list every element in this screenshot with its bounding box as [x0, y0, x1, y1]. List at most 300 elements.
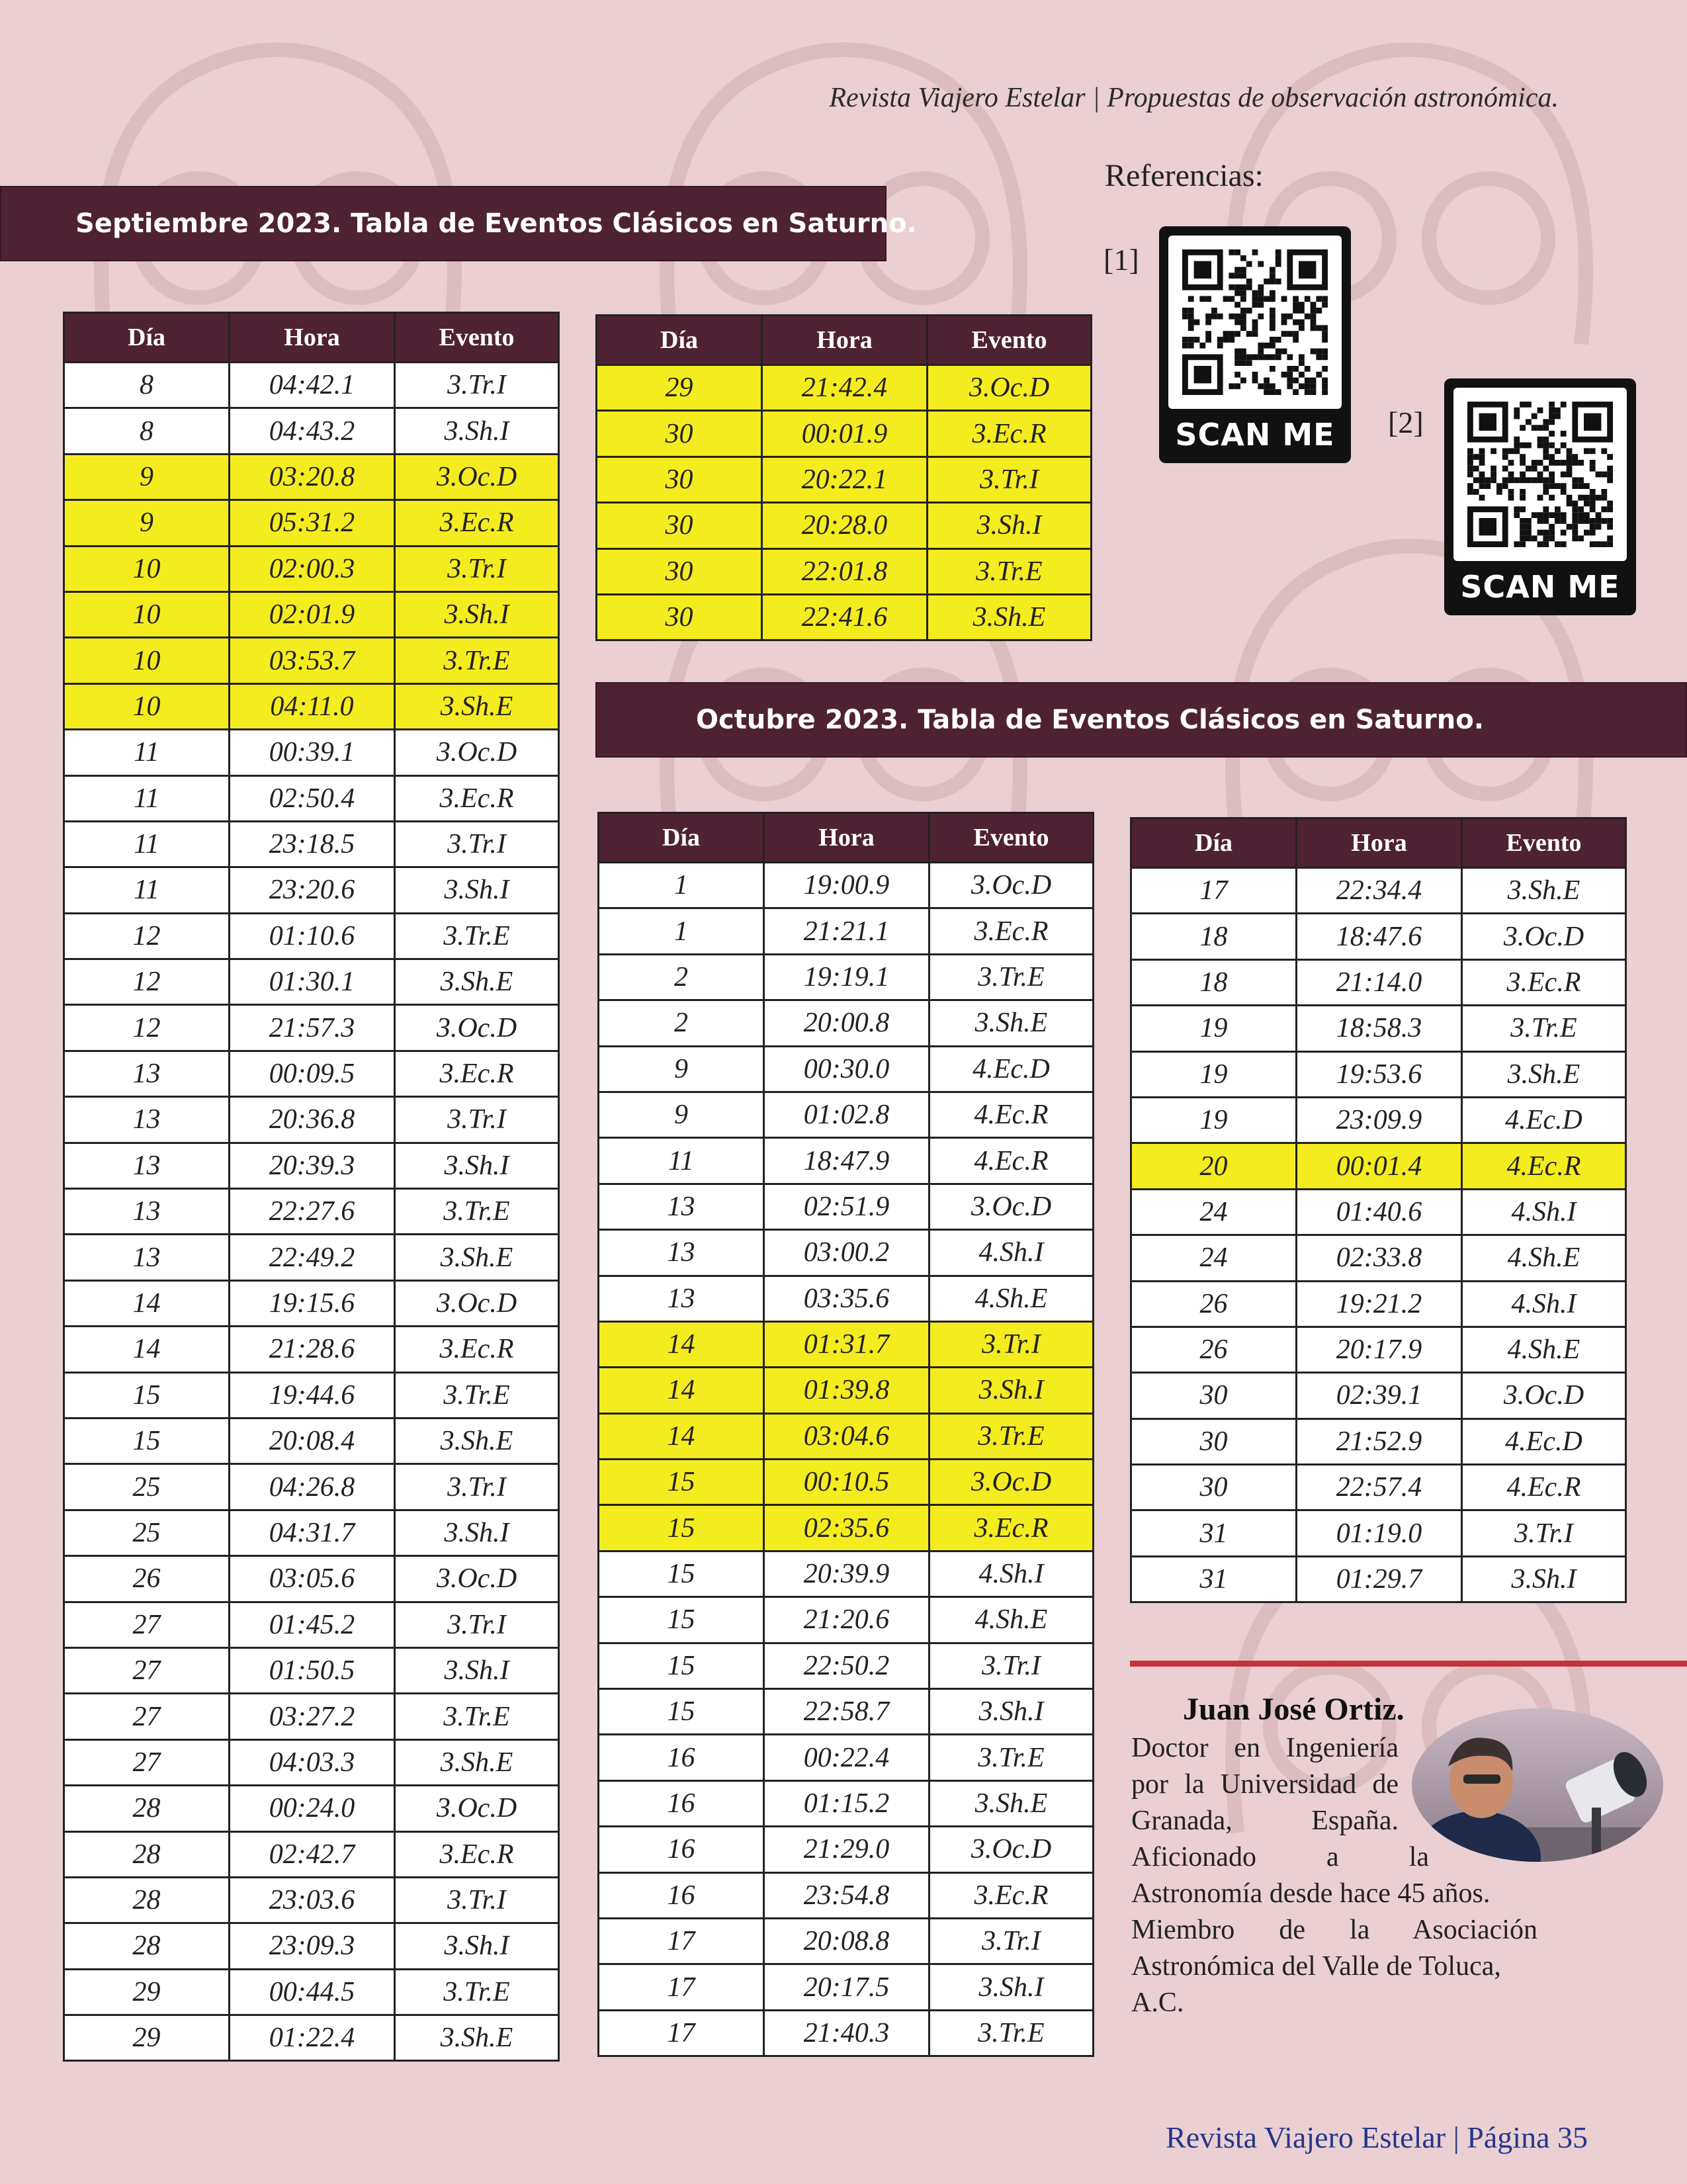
cell-dia: 11	[64, 775, 230, 821]
cell-dia: 8	[64, 408, 230, 454]
cell-evento: 3.Tr.E	[395, 1189, 559, 1235]
table-row	[1131, 1327, 1626, 1372]
author-bio-line: A.C.	[1131, 1987, 1184, 2018]
cell-evento: 3.Tr.E	[395, 1969, 559, 2015]
cell-evento: 3.Sh.I	[395, 1143, 559, 1188]
table-row	[64, 408, 559, 454]
author-bio-line: Miembro de la Asociación	[1131, 1915, 1537, 1945]
column-header-evento: Evento	[928, 316, 1092, 365]
cell-evento: 3.Tr.E	[395, 1694, 559, 1739]
table-row	[64, 1510, 559, 1555]
cell-evento: 3.Ec.R	[395, 1327, 559, 1372]
cell-evento: 3.Tr.E	[928, 548, 1092, 594]
cell-evento: 3.Sh.E	[1462, 1051, 1626, 1097]
october-table-2	[1130, 817, 1627, 1603]
cell-dia: 13	[64, 1189, 230, 1235]
cell-evento: 3.Oc.D	[395, 730, 559, 775]
cell-hora: 22:57.4	[1297, 1465, 1462, 1510]
author-name: Juan José Ortiz.	[1183, 1692, 1405, 1727]
cell-dia: 16	[599, 1872, 764, 1918]
column-header-evento: Evento	[395, 313, 559, 363]
cell-dia: 17	[599, 1964, 764, 2010]
table-row	[64, 1602, 559, 1647]
cell-hora: 18:47.9	[764, 1138, 930, 1184]
cell-dia: 30	[1131, 1373, 1297, 1419]
cell-hora: 03:35.6	[764, 1276, 930, 1321]
cell-hora: 20:17.9	[1297, 1327, 1462, 1372]
cell-hora: 19:44.6	[230, 1372, 395, 1418]
cell-dia: 13	[599, 1276, 764, 1321]
cell-evento: 3.Sh.E	[395, 2015, 559, 2061]
cell-hora: 04:43.2	[230, 408, 395, 454]
september-table-2	[595, 314, 1092, 641]
cell-dia: 15	[599, 1597, 764, 1643]
cell-evento: 3.Ec.R	[930, 1505, 1094, 1551]
cell-evento: 3.Sh.E	[395, 683, 559, 729]
cell-evento: 3.Oc.D	[395, 1280, 559, 1326]
cell-hora: 01:10.6	[230, 913, 395, 959]
cell-dia: 1	[599, 863, 764, 908]
table-row	[1131, 1556, 1626, 1602]
cell-evento: 4.Sh.E	[1462, 1327, 1626, 1372]
table-row	[64, 1647, 559, 1693]
cell-evento: 4.Ec.R	[1462, 1143, 1626, 1189]
table-row	[597, 365, 1092, 411]
cell-evento: 3.Sh.I	[928, 503, 1092, 548]
cell-hora: 03:53.7	[230, 638, 395, 683]
table-row	[1131, 1419, 1626, 1464]
author-photo	[1412, 1708, 1663, 1862]
cell-dia: 17	[599, 2010, 764, 2056]
cell-dia: 27	[64, 1647, 230, 1693]
cell-evento: 3.Sh.E	[1462, 868, 1626, 914]
cell-hora: 04:42.1	[230, 363, 395, 408]
cell-evento: 3.Tr.E	[1462, 1006, 1626, 1051]
table-row	[64, 821, 559, 867]
october-banner: Octubre 2023. Tabla de Eventos Clásicos en Saturno.	[595, 682, 1687, 758]
cell-dia: 30	[597, 594, 762, 640]
cell-dia: 19	[1131, 1006, 1297, 1051]
cell-dia: 27	[64, 1602, 230, 1647]
cell-hora: 23:09.3	[230, 1923, 395, 1969]
cell-hora: 00:10.5	[764, 1460, 930, 1505]
cell-evento: 3.Tr.I	[395, 1877, 559, 1923]
cell-dia: 14	[599, 1413, 764, 1459]
table-row	[64, 591, 559, 637]
cell-hora: 02:00.3	[230, 546, 395, 591]
cell-evento: 3.Sh.I	[395, 408, 559, 454]
table-row	[1131, 914, 1626, 959]
table-row	[599, 1138, 1094, 1184]
cell-evento: 4.Ec.D	[1462, 1419, 1626, 1464]
table-row	[1131, 1465, 1626, 1510]
cell-hora: 04:11.0	[230, 683, 395, 729]
cell-evento: 3.Tr.E	[930, 2010, 1094, 2056]
cell-evento: 3.Sh.E	[395, 959, 559, 1005]
table-row	[1131, 1143, 1626, 1189]
cell-evento: 3.Sh.I	[930, 1368, 1094, 1413]
cell-evento: 3.Sh.E	[930, 1000, 1094, 1046]
cell-hora: 04:03.3	[230, 1739, 395, 1785]
table-row	[1131, 1235, 1626, 1281]
cell-dia: 30	[597, 411, 762, 457]
cell-dia: 27	[64, 1694, 230, 1739]
cell-evento: 3.Tr.I	[930, 1321, 1094, 1367]
cell-hora: 20:08.4	[230, 1418, 395, 1463]
table-row	[64, 1694, 559, 1739]
table-row	[599, 1368, 1094, 1413]
cell-hora: 01:22.4	[230, 2015, 395, 2061]
cell-evento: 3.Sh.E	[395, 1739, 559, 1785]
table-row	[599, 1184, 1094, 1229]
cell-evento: 3.Sh.E	[930, 1780, 1094, 1826]
cell-dia: 15	[599, 1551, 764, 1596]
cell-hora: 18:47.6	[1297, 914, 1462, 959]
column-header-hora: Hora	[762, 316, 928, 365]
cell-hora: 01:15.2	[764, 1780, 930, 1826]
cell-dia: 17	[599, 1918, 764, 1964]
cell-evento: 3.Tr.I	[1462, 1510, 1626, 1556]
cell-evento: 3.Ec.R	[1462, 959, 1626, 1005]
cell-dia: 29	[64, 2015, 230, 2061]
qr-code-icon	[1182, 249, 1328, 395]
cell-dia: 26	[64, 1556, 230, 1602]
cell-dia: 15	[599, 1689, 764, 1735]
cell-hora: 20:00.8	[764, 1000, 930, 1046]
cell-evento: 3.Oc.D	[1462, 1373, 1626, 1419]
october-table-1	[597, 812, 1094, 2057]
table-row	[64, 1831, 559, 1877]
table-row	[599, 863, 1094, 908]
cell-evento: 3.Oc.D	[930, 1827, 1094, 1872]
cell-hora: 20:36.8	[230, 1097, 395, 1143]
cell-hora: 02:33.8	[1297, 1235, 1462, 1281]
cell-evento: 3.Tr.I	[930, 1643, 1094, 1688]
september-banner: Septiembre 2023. Tabla de Eventos Clásicos en Saturno.	[0, 186, 887, 261]
cell-dia: 13	[599, 1184, 764, 1229]
table-row	[599, 1780, 1094, 1826]
cell-evento: 3.Sh.I	[395, 591, 559, 637]
cell-dia: 24	[1131, 1189, 1297, 1235]
cell-dia: 30	[1131, 1419, 1297, 1464]
cell-hora: 22:50.2	[764, 1643, 930, 1688]
cell-hora: 20:17.5	[764, 1964, 930, 2010]
author-bio-line: Astronómica del Valle de Toluca,	[1131, 1951, 1501, 1982]
cell-dia: 10	[64, 638, 230, 683]
table-row	[599, 1000, 1094, 1046]
qr-code-1[interactable]	[1159, 226, 1351, 463]
author-bio-line: Doctor en Ingeniería	[1131, 1733, 1399, 1763]
cell-dia: 18	[1131, 914, 1297, 959]
table-row	[64, 683, 559, 729]
column-header-dia: Día	[1131, 818, 1297, 868]
cell-dia: 28	[64, 1786, 230, 1831]
author-bio-line: Aficionado a la	[1131, 1842, 1429, 1872]
table-row	[64, 1097, 559, 1143]
cell-hora: 22:58.7	[764, 1689, 930, 1735]
table-row	[64, 867, 559, 913]
cell-hora: 03:00.2	[764, 1230, 930, 1276]
cell-evento: 3.Tr.I	[395, 1464, 559, 1510]
cell-hora: 22:27.6	[230, 1189, 395, 1235]
cell-evento: 3.Sh.E	[395, 1418, 559, 1463]
table-row	[599, 1413, 1094, 1459]
cell-hora: 00:22.4	[764, 1735, 930, 1780]
cell-hora: 21:40.3	[764, 2010, 930, 2056]
cell-hora: 20:28.0	[762, 503, 928, 548]
table-row	[64, 1372, 559, 1418]
table-row	[64, 1923, 559, 1969]
cell-hora: 21:57.3	[230, 1005, 395, 1051]
cell-hora: 19:00.9	[764, 863, 930, 908]
table-row	[1131, 1373, 1626, 1419]
cell-dia: 12	[64, 959, 230, 1005]
cell-dia: 26	[1131, 1281, 1297, 1327]
cell-evento: 4.Ec.R	[930, 1138, 1094, 1184]
table-row	[64, 1464, 559, 1510]
cell-evento: 3.Sh.I	[395, 1923, 559, 1969]
column-header-evento: Evento	[1462, 818, 1626, 868]
table-row	[64, 730, 559, 775]
cell-dia: 10	[64, 591, 230, 637]
table-row	[64, 1556, 559, 1602]
cell-dia: 25	[64, 1464, 230, 1510]
cell-hora: 03:27.2	[230, 1694, 395, 1739]
cell-dia: 16	[599, 1735, 764, 1780]
cell-hora: 01:50.5	[230, 1647, 395, 1693]
cell-evento: 3.Ec.R	[928, 411, 1092, 457]
cell-evento: 3.Oc.D	[930, 863, 1094, 908]
reference-label-2: [2]	[1388, 406, 1424, 439]
cell-dia: 31	[1131, 1510, 1297, 1556]
table-row	[64, 1189, 559, 1235]
cell-dia: 19	[1131, 1051, 1297, 1097]
table-row	[597, 503, 1092, 548]
cell-evento: 3.Tr.E	[930, 1413, 1094, 1459]
qr-code-2[interactable]	[1444, 378, 1636, 615]
cell-hora: 03:20.8	[230, 454, 395, 500]
table-row	[64, 2015, 559, 2061]
cell-evento: 3.Tr.E	[395, 638, 559, 683]
cell-hora: 18:58.3	[1297, 1006, 1462, 1051]
cell-evento: 4.Sh.I	[930, 1551, 1094, 1596]
table-row	[64, 500, 559, 546]
cell-hora: 23:09.9	[1297, 1097, 1462, 1143]
cell-hora: 19:15.6	[230, 1280, 395, 1326]
table-row	[599, 2010, 1094, 2056]
author-bio-line: por la Universidad de	[1131, 1769, 1399, 1800]
table-row	[597, 548, 1092, 594]
qr-caption: SCAN ME	[1460, 569, 1620, 605]
cell-hora: 20:39.3	[230, 1143, 395, 1188]
column-header-dia: Día	[597, 316, 762, 365]
cell-dia: 29	[64, 1969, 230, 2015]
cell-evento: 3.Tr.E	[930, 1735, 1094, 1780]
page-header: Revista Viajero Estelar | Propuestas de observación astronómica.	[829, 83, 1559, 113]
cell-evento: 3.Tr.I	[928, 457, 1092, 502]
table-row	[64, 913, 559, 959]
cell-dia: 28	[64, 1923, 230, 1969]
column-header-dia: Día	[599, 813, 764, 863]
table-row	[599, 1872, 1094, 1918]
cell-hora: 19:53.6	[1297, 1051, 1462, 1097]
table-row	[64, 1418, 559, 1463]
table-row	[1131, 868, 1626, 914]
cell-evento: 4.Ec.D	[930, 1046, 1094, 1092]
table-row	[64, 454, 559, 500]
cell-evento: 4.Ec.R	[930, 1092, 1094, 1137]
table-row	[64, 1280, 559, 1326]
cell-dia: 1	[599, 908, 764, 954]
cell-evento: 3.Oc.D	[395, 1005, 559, 1051]
cell-dia: 13	[64, 1051, 230, 1096]
cell-evento: 3.Oc.D	[928, 365, 1092, 411]
cell-dia: 28	[64, 1831, 230, 1877]
cell-evento: 3.Sh.E	[928, 594, 1092, 640]
cell-evento: 3.Oc.D	[1462, 914, 1626, 959]
cell-evento: 3.Ec.R	[930, 1872, 1094, 1918]
table-row	[599, 1046, 1094, 1092]
divider-line	[1130, 1661, 1687, 1667]
cell-hora: 03:04.6	[764, 1413, 930, 1459]
cell-evento: 3.Tr.E	[395, 913, 559, 959]
table-row	[599, 954, 1094, 1000]
cell-dia: 15	[64, 1372, 230, 1418]
cell-hora: 02:39.1	[1297, 1373, 1462, 1419]
cell-dia: 9	[64, 500, 230, 546]
cell-evento: 3.Tr.I	[395, 363, 559, 408]
cell-evento: 3.Sh.I	[395, 1510, 559, 1555]
cell-evento: 3.Sh.I	[395, 1647, 559, 1693]
cell-dia: 14	[599, 1368, 764, 1413]
table-row	[599, 1918, 1094, 1964]
september-table-1	[63, 312, 560, 2062]
cell-dia: 11	[64, 730, 230, 775]
cell-hora: 00:01.4	[1297, 1143, 1462, 1189]
cell-hora: 00:44.5	[230, 1969, 395, 2015]
cell-hora: 19:19.1	[764, 954, 930, 1000]
cell-dia: 30	[597, 548, 762, 594]
cell-dia: 12	[64, 1005, 230, 1051]
cell-dia: 19	[1131, 1097, 1297, 1143]
table-row	[64, 363, 559, 408]
table-row	[599, 1597, 1094, 1643]
cell-evento: 4.Ec.D	[1462, 1097, 1626, 1143]
table-row	[1131, 1281, 1626, 1327]
cell-dia: 16	[599, 1780, 764, 1826]
table-row	[597, 411, 1092, 457]
cell-hora: 00:39.1	[230, 730, 395, 775]
cell-dia: 8	[64, 363, 230, 408]
table-row	[64, 1969, 559, 2015]
table-row	[64, 638, 559, 683]
cell-evento: 3.Sh.I	[930, 1964, 1094, 2010]
cell-dia: 12	[64, 913, 230, 959]
cell-hora: 04:31.7	[230, 1510, 395, 1555]
qr-caption: SCAN ME	[1175, 417, 1335, 453]
cell-dia: 20	[1131, 1143, 1297, 1189]
cell-hora: 21:29.0	[764, 1827, 930, 1872]
cell-evento: 4.Sh.E	[1462, 1235, 1626, 1281]
table-row	[64, 1143, 559, 1188]
reference-label-1: [1]	[1103, 243, 1139, 277]
cell-hora: 01:02.8	[764, 1092, 930, 1137]
cell-hora: 21:28.6	[230, 1327, 395, 1372]
table-row	[64, 959, 559, 1005]
cell-dia: 27	[64, 1739, 230, 1785]
cell-dia: 15	[599, 1505, 764, 1551]
cell-dia: 9	[599, 1092, 764, 1137]
cell-hora: 00:24.0	[230, 1786, 395, 1831]
cell-dia: 24	[1131, 1235, 1297, 1281]
cell-dia: 17	[1131, 868, 1297, 914]
cell-dia: 16	[599, 1827, 764, 1872]
column-header-hora: Hora	[1297, 818, 1462, 868]
cell-hora: 21:14.0	[1297, 959, 1462, 1005]
table-row	[599, 1230, 1094, 1276]
cell-dia: 10	[64, 546, 230, 591]
cell-hora: 19:21.2	[1297, 1281, 1462, 1327]
cell-dia: 15	[599, 1460, 764, 1505]
cell-hora: 20:22.1	[762, 457, 928, 502]
cell-hora: 01:30.1	[230, 959, 395, 1005]
cell-hora: 21:42.4	[762, 365, 928, 411]
table-row	[599, 1827, 1094, 1872]
cell-dia: 18	[1131, 959, 1297, 1005]
cell-dia: 15	[599, 1643, 764, 1688]
cell-dia: 28	[64, 1877, 230, 1923]
cell-dia: 30	[597, 457, 762, 502]
cell-evento: 3.Sh.I	[1462, 1556, 1626, 1602]
cell-evento: 3.Ec.R	[395, 1831, 559, 1877]
cell-hora: 02:50.4	[230, 775, 395, 821]
cell-dia: 11	[64, 867, 230, 913]
cell-hora: 02:51.9	[764, 1184, 930, 1229]
cell-evento: 4.Sh.I	[930, 1230, 1094, 1276]
table-row	[599, 1735, 1094, 1780]
cell-evento: 4.Sh.I	[1462, 1281, 1626, 1327]
table-row	[1131, 1051, 1626, 1097]
cell-evento: 3.Tr.I	[930, 1918, 1094, 1964]
column-header-hora: Hora	[764, 813, 930, 863]
table-row	[64, 775, 559, 821]
cell-dia: 31	[1131, 1556, 1297, 1602]
cell-evento: 3.Tr.E	[930, 954, 1094, 1000]
cell-hora: 05:31.2	[230, 500, 395, 546]
table-row	[599, 908, 1094, 954]
cell-dia: 15	[64, 1418, 230, 1463]
cell-evento: 4.Sh.I	[1462, 1189, 1626, 1235]
table-row	[64, 1051, 559, 1096]
table-row	[599, 1551, 1094, 1596]
table-row	[597, 594, 1092, 640]
cell-dia: 13	[64, 1235, 230, 1280]
cell-hora: 04:26.8	[230, 1464, 395, 1510]
table-row	[599, 1689, 1094, 1735]
cell-hora: 03:05.6	[230, 1556, 395, 1602]
cell-hora: 20:08.8	[764, 1918, 930, 1964]
cell-evento: 3.Tr.I	[395, 821, 559, 867]
author-bio-line: Granada, España.	[1131, 1806, 1399, 1836]
cell-hora: 02:35.6	[764, 1505, 930, 1551]
table-row	[599, 1276, 1094, 1321]
column-header-hora: Hora	[230, 313, 395, 363]
cell-hora: 23:54.8	[764, 1872, 930, 1918]
cell-hora: 23:18.5	[230, 821, 395, 867]
table-row	[599, 1643, 1094, 1688]
cell-evento: 3.Oc.D	[930, 1460, 1094, 1505]
cell-evento: 4.Sh.E	[930, 1276, 1094, 1321]
